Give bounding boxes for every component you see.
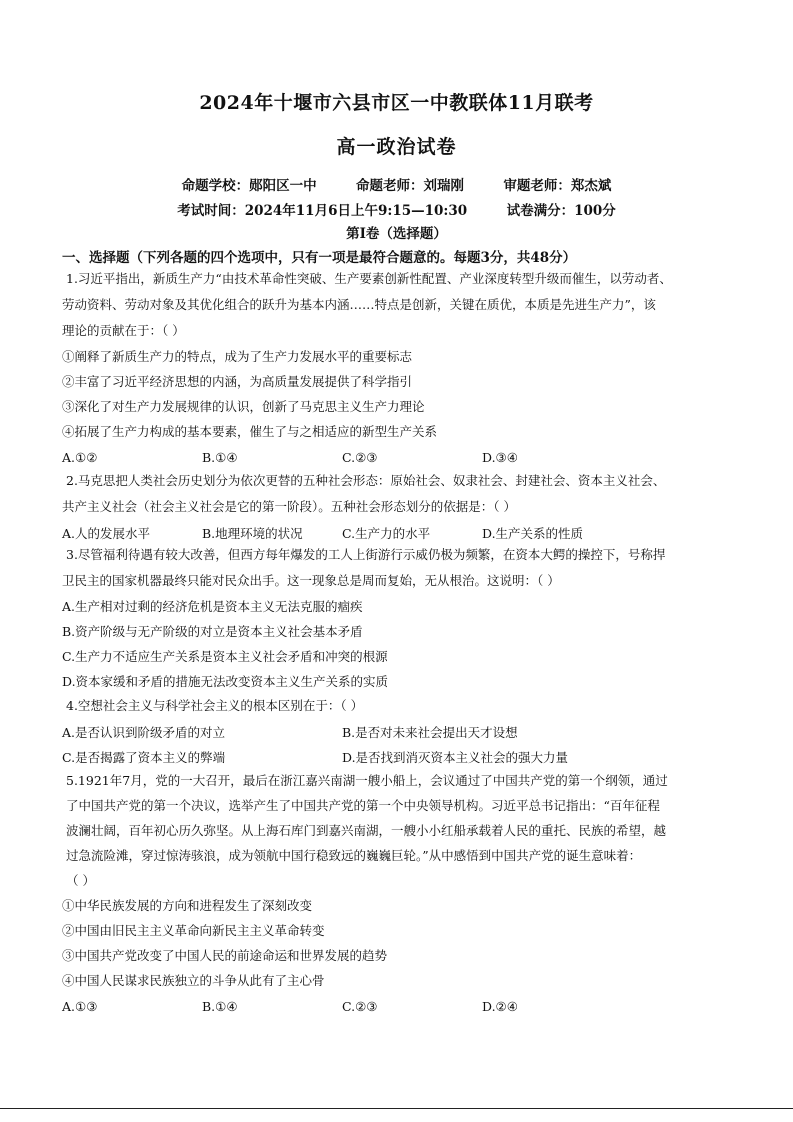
q2-stem-line-1: 2.马克思把人类社会历史划分为依次更替的五种社会形态：原始社会、奴隶社会、封建社会、资本主义社会、	[66, 473, 666, 488]
q5-item-4: ④中国人民谋求民族独立的斗争从此有了主心骨	[62, 973, 325, 988]
q5-item-2: ②中国由旧民主主义革命向新民主主义革命转变	[62, 923, 325, 938]
q1-stem-line-3: 理论的贡献在于：（ ）	[62, 323, 185, 338]
q5-stem-line-3: 波澜壮阔，百年初心历久弥坚。从上海石库门到嘉兴南湖，一艘小小红船承载着人民的重托、民族的希望，越	[66, 823, 667, 838]
q4-choice-c: C.是否揭露了资本主义的弊端	[62, 750, 226, 765]
q3-stem-line-2: 卫民主的国家机器最终只能对民众出手。这一现象总是周而复始，无从根治。这说明：（ ）	[62, 573, 560, 588]
q1-choice-b: B.①④	[202, 450, 238, 465]
q1-stem-line-2: 劳动资料、劳动对象及其优化组合的跃升为基本内涵……特点是创新，关键在质优，本质是先进生产力”，该	[62, 297, 656, 312]
q1-choice-c: C.②③	[342, 450, 378, 465]
meta-row-time	[0, 199, 793, 219]
exam-subtitle: 高一政治试卷	[336, 136, 457, 158]
q2-stem-line-2: 共产主义社会（社会主义社会是它的第一阶段）。五种社会形态划分的依据是：（ ）	[62, 499, 516, 514]
q5-stem-line-2: 了中国共产党的第一个决议，选举产生了中国共产党的第一个中央领导机构。习近平总书记指出：“百年征程	[66, 798, 660, 813]
q5-choice-d: D.②④	[482, 999, 518, 1014]
q2-choice-a: A.人的发展水平	[62, 526, 151, 541]
q4-choice-d: D.是否找到消灭资本主义社会的强大力量	[342, 750, 569, 765]
q3-choice-a: A.生产相对过剩的经济危机是资本主义无法克服的痼疾	[62, 599, 363, 614]
q3-stem-line-1: 3.尽管福利待遇有较大改善，但西方每年爆发的工人上街游行示威仍极为频繁，在资本大鳄的操控下，号称捍	[66, 547, 666, 562]
q1-choice-d: D.③④	[482, 450, 518, 465]
q1-item-4: ④拓展了生产力构成的基本要素，催生了与之相适应的新型生产关系	[62, 424, 438, 439]
q5-item-1: ①中华民族发展的方向和进程发生了深刻改变	[62, 898, 313, 913]
exam-title: 2024年十堰市六县市区一中教联体11月联考	[199, 92, 594, 114]
q5-choice-a: A.①③	[62, 999, 98, 1014]
q3-choice-d: D.资本家缓和矛盾的措施无法改变资本主义生产关系的实质	[62, 674, 389, 689]
school-label: 命题学校：郧阳区一中	[181, 178, 317, 194]
q2-choice-d: D.生产关系的性质	[482, 526, 584, 541]
author-label: 命题老师：刘瑞刚	[356, 178, 464, 194]
q1-stem-line-1: 1.习近平指出，新质生产力“由技术革命性突破、生产要素创新性配置、产业深度转型升级而催生，以劳动者、	[66, 271, 672, 286]
meta-row-authors	[0, 174, 793, 194]
q5-stem-line-5: （ ）	[66, 873, 95, 888]
q5-choice-b: B.①④	[202, 999, 238, 1014]
q1-choice-a: A.①②	[62, 450, 98, 465]
q5-item-3: ③中国共产党改变了中国人民的前途命运和世界发展的趋势	[62, 948, 388, 963]
exam-time: 考试时间：2024年11月6日上午9:15—10:30	[177, 203, 468, 219]
q1-item-1: ①阐释了新质生产力的特点，成为了生产力发展水平的重要标志	[62, 349, 413, 364]
q2-choice-b: B.地理环境的状况	[202, 526, 303, 541]
q1-item-2: ②丰富了习近平经济思想的内涵，为高质量发展提供了科学指引	[62, 374, 413, 389]
q5-stem-line-1: 5.1921年7月，党的一大召开，最后在浙江嘉兴南湖一艘小船上，会议通过了中国共产党的第一个纲领，通过	[66, 773, 668, 788]
q2-choice-c: C.生产力的水平	[342, 526, 431, 541]
full-score: 试卷满分：100分	[506, 203, 616, 219]
q1-item-3: ③深化了对生产力发展规律的认识，创新了马克思主义生产力理论	[62, 399, 425, 414]
reviewer-label: 审题老师：郑杰斌	[503, 178, 612, 194]
q5-choice-c: C.②③	[342, 999, 378, 1014]
q3-choice-b: B.资产阶级与无产阶级的对立是资本主义社会基本矛盾	[62, 624, 363, 639]
section-intro: 一、选择题（下列各题的四个选项中，只有一项是最符合题意的。每题3分，共48分）	[62, 250, 577, 266]
q3-choice-c: C.生产力不适应生产关系是资本主义社会矛盾和冲突的根源	[62, 649, 388, 664]
section-title: 第Ⅰ卷（选择题）	[346, 226, 447, 242]
q4-choice-a: A.是否认识到阶级矛盾的对立	[62, 725, 226, 740]
q5-stem-line-4: 过急流险滩，穿过惊涛骇浪，成为领航中国行稳致远的巍巍巨轮。”从中感悟到中国共产党的诞生意味着：	[66, 848, 642, 863]
footer-divider	[0, 1108, 793, 1109]
q4-stem-line-1: 4.空想社会主义与科学社会主义的根本区别在于：（ ）	[66, 698, 364, 713]
q4-choice-b: B.是否对未来社会提出天才设想	[342, 725, 518, 740]
